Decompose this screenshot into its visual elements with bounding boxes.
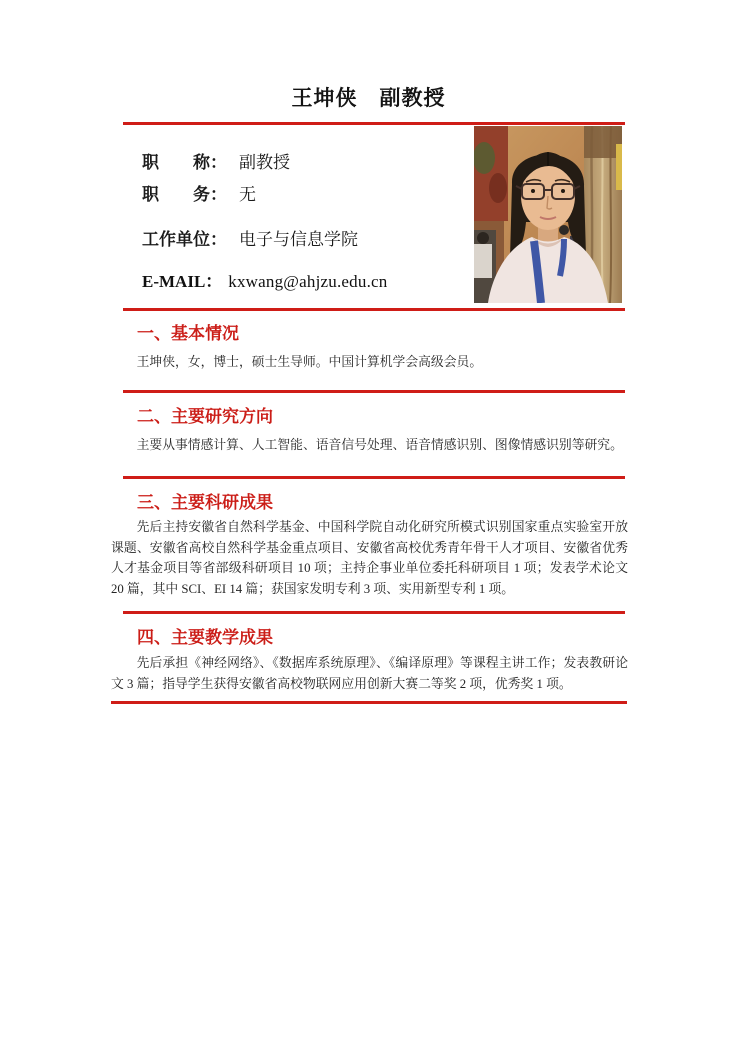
section-heading-basic-info: 一、基本情况 xyxy=(137,324,239,343)
profile-label: 工作单位 xyxy=(142,230,210,249)
label-colon: ： xyxy=(210,185,227,204)
section-divider xyxy=(123,390,625,393)
email-value: kxwang@ahjzu.edu.cn xyxy=(228,272,388,291)
profile-photo xyxy=(474,126,622,303)
profile-value-title: 副教授 xyxy=(239,153,290,172)
email-label: E-MAIL xyxy=(142,272,206,291)
section-body-basic-info: 王坤侠，女，博士，硕士生导师。中国计算机学会高级会员。 xyxy=(136,355,483,369)
label-colon: ： xyxy=(205,272,223,291)
profile-row-title xyxy=(142,151,290,175)
section-heading-research-achievements: 三、主要科研成果 xyxy=(137,493,273,512)
section-body-teaching-achievements: 先后承担《神经网络》、《数据库系统原理》、《编译原理》等课程主讲工作；发表教研论文 3 篇；指导学生获得安徽省高校物联网应用创新大赛二等奖 2 项，优秀奖 1 项。 xyxy=(111,656,628,691)
profile-value-workunit: 电子与信息学院 xyxy=(239,230,358,249)
section-heading-teaching-achievements: 四、主要教学成果 xyxy=(137,628,273,647)
section-heading-research-direction: 二、主要研究方向 xyxy=(137,407,273,426)
portrait-illustration xyxy=(474,126,622,303)
profile-label: 职务 xyxy=(142,185,210,204)
label-colon: ： xyxy=(210,230,227,249)
section-divider xyxy=(123,476,625,479)
profile-row-email xyxy=(142,270,387,294)
section-divider xyxy=(123,611,625,614)
label-colon: ： xyxy=(210,153,227,172)
profile-label: 职称 xyxy=(142,153,210,172)
profile-row-workunit xyxy=(142,228,358,252)
section-divider xyxy=(123,308,625,311)
page-title: 王坤侠 副教授 xyxy=(291,86,446,110)
title-divider xyxy=(123,122,625,125)
profile-row-position xyxy=(142,183,256,207)
section-body-research-achievements: 先后主持安徽省自然科学基金、中国科学院自动化研究所模式识别国家重点实验室开放课题、安徽省高校自然科学基金重点项目、安徽省高校优秀青年骨干人才项目、安徽省优秀人才基金项目等省部级科研项目 10 项；主持企事业单位委托科研项目 1 项；发表学术论文 20 篇，其中 SCI、EI 14 篇；获国家发明专利 3 项、实用新型专利 1 项。 xyxy=(111,520,628,596)
section-body-research-direction: 主要从事情感计算、人工智能、语音信号处理、语音情感识别、图像情感识别等研究。 xyxy=(136,438,623,452)
profile-value-position: 无 xyxy=(239,185,256,204)
bottom-divider xyxy=(111,701,627,704)
